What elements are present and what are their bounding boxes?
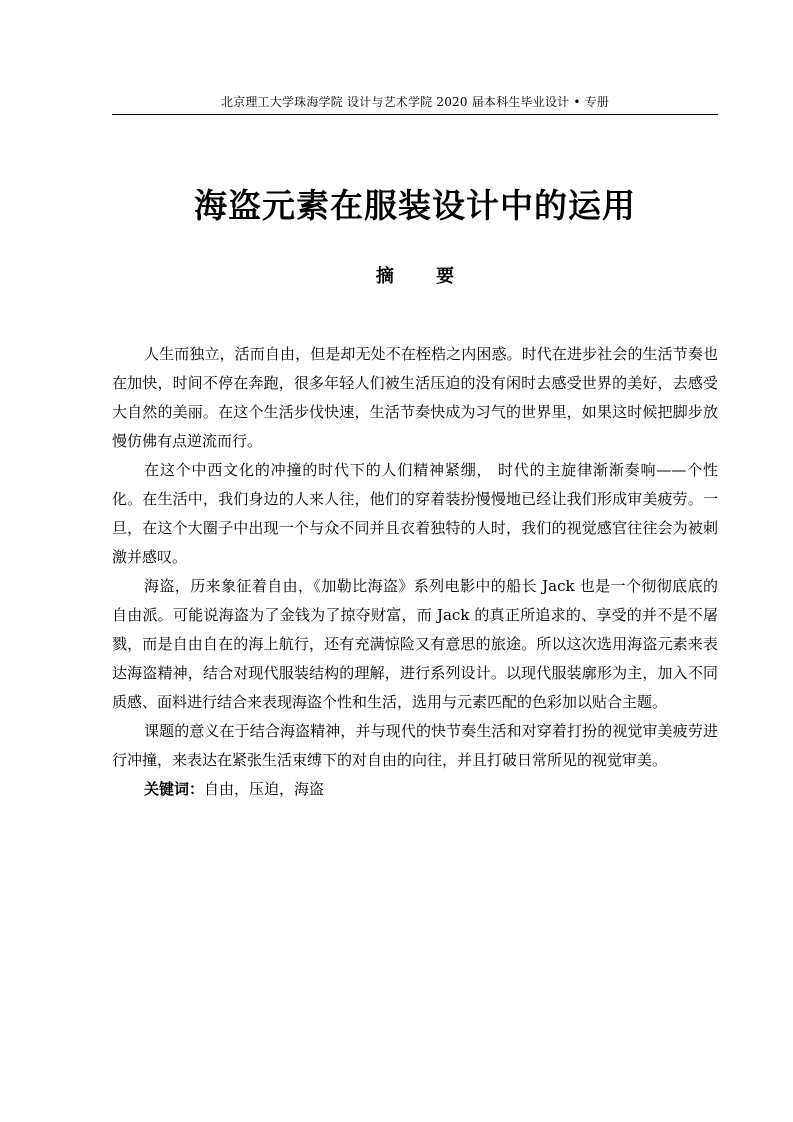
abstract-paragraph-4: 课题的意义在于结合海盗精神，并与现代的快节奏生活和对穿着打扮的视觉审美疲劳进行冲撞，来表达在紧张生活束缚下的对自由的向往，并且打破日常所见的视觉审美。: [112, 722, 718, 769]
keywords-label: 关键词：: [144, 780, 205, 798]
keywords-line: [112, 775, 718, 804]
running-header: 北京理工大学珠海学院 设计与艺术学院 2020 届本科生毕业设计 • 专册: [220, 95, 610, 109]
abstract-body: [112, 340, 718, 804]
document-title: 海盗元素在服装设计中的运用: [194, 186, 636, 225]
header-rule: [112, 114, 718, 115]
abstract-paragraph-2: 在这个中西文化的冲撞的时代下的人们精神紧绷， 时代的主旋律渐渐奏响——个性化。在生活中，我们身边的人来人往，他们的穿着装扮慢慢地已经让我们形成审美疲劳。一旦，在这个大圈子中出现一个与众不同并且衣着独特的人时，我们的视觉感官往往会为被刺激并感叹。: [112, 461, 718, 566]
abstract-paragraph-3: 海盗，历来象征着自由，《加勒比海盗》系列电影中的船长 Jack 也是一个彻彻底底的自由派。可能说海盗为了金钱为了掠夺财富，而 Jack 的真正所追求的、享受的并不是不屠戮，而是自由自在的海上航行，还有充满惊险又有意思的旅途。所以这次选用海盗元素来表达海盗精神，结合对现代服装结构的理解，进行系列设计。以现代服装廓形为主，加入不同质感、面料进行结合来表现海盗个性和生活，选用与元素匹配的色彩加以贴合主题。: [112, 577, 718, 711]
keywords-value: 自由，压迫，海盗: [204, 780, 325, 798]
abstract-paragraph-1: 人生而独立，活而自由，但是却无处不在桎梏之内困惑。时代在进步社会的生活节奏也在加快，时间不停在奔跑，很多年轻人们被生活压迫的没有闲时去感受世界的美好，去感受大自然的美丽。在这个生活步伐快速，生活节奏快成为习气的世界里，如果这时候把脚步放慢仿佛有点逆流而行。: [112, 345, 718, 450]
abstract-heading: 摘 要: [375, 266, 473, 287]
